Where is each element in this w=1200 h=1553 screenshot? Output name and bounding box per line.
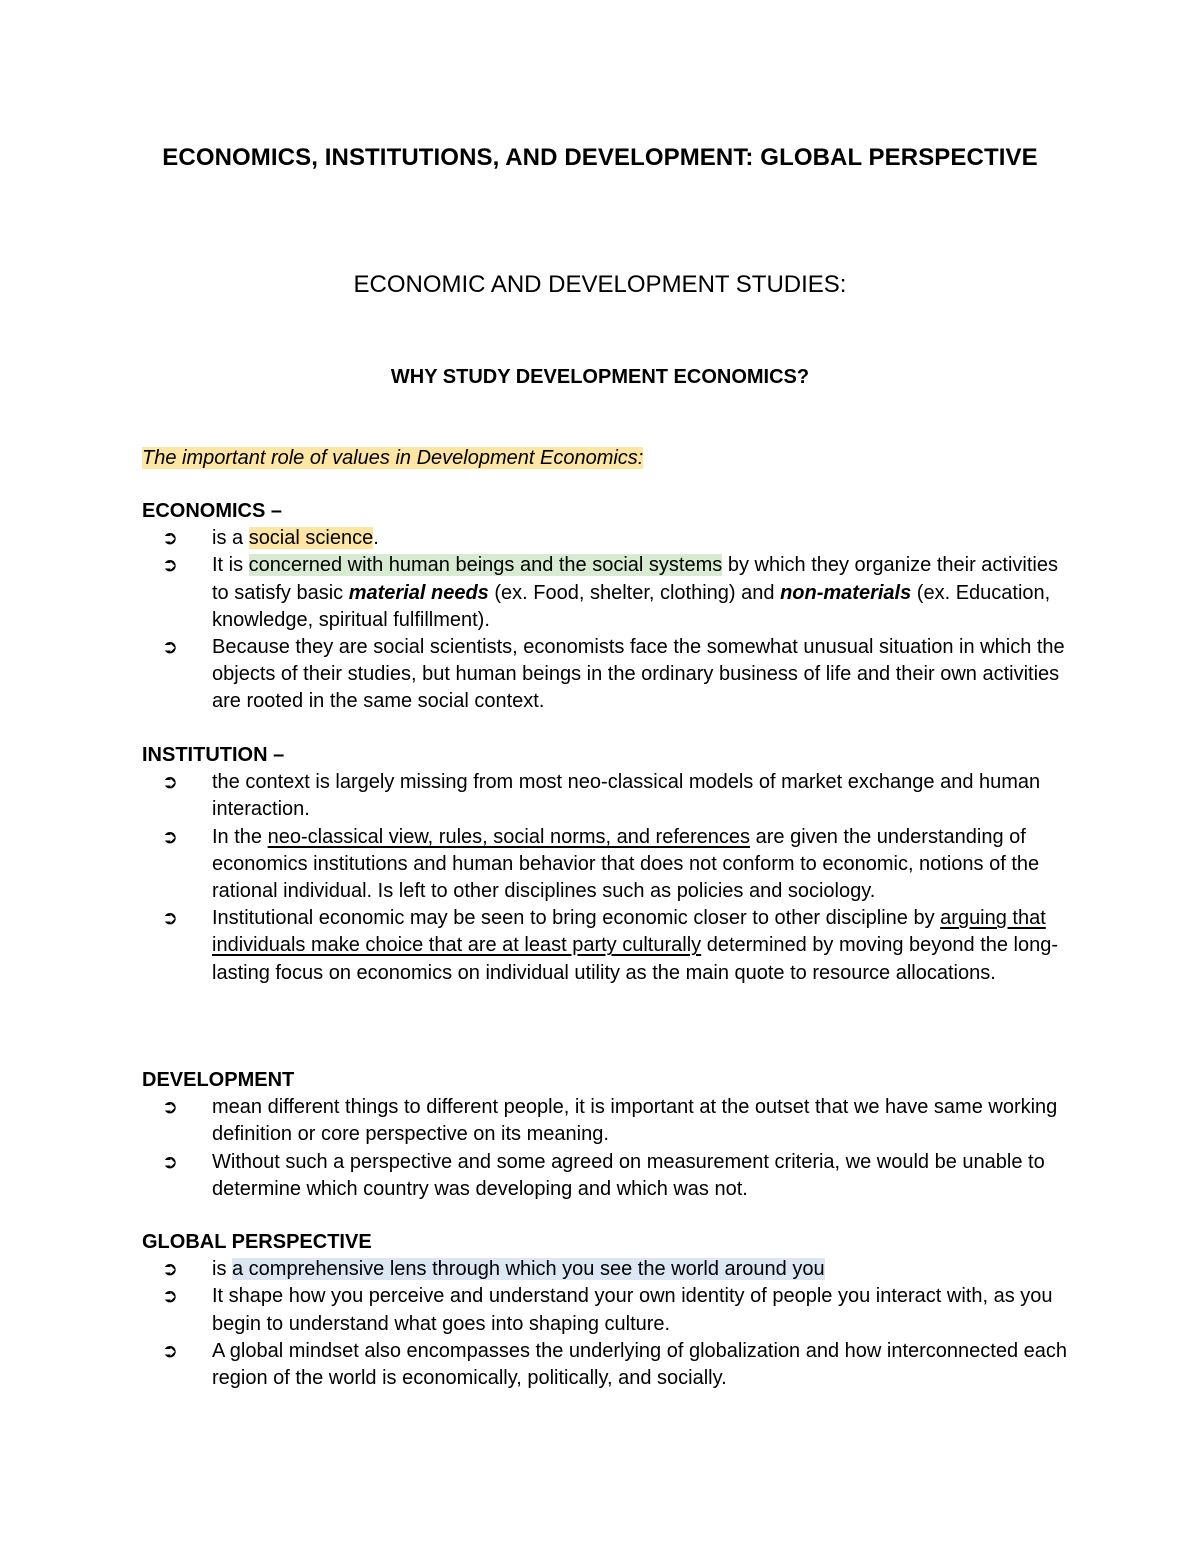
list-item: ➲ It shape how you perceive and understand your own identity of people you interact with, as you begin to understand what goes into shaping culture. <box>162 1285 1053 1335</box>
list-item: ➲ the context is largely missing from most neo-classical models of market exchange and human interaction. <box>162 771 1041 821</box>
institution-list <box>142 769 1072 987</box>
arrow-right-outline-bullet-icon: ➲ <box>162 1340 178 1362</box>
arrow-right-bullet-icon: ➲ <box>162 772 178 794</box>
list-item: ➲ is a social science. <box>142 525 1072 552</box>
arrow-right-bullet-icon: ➲ <box>162 555 178 577</box>
development-list <box>142 1094 1072 1203</box>
arrow-right-bullet-icon: ➲ <box>162 528 178 550</box>
document-subtitle: ECONOMIC AND DEVELOPMENT STUDIES: <box>353 271 847 298</box>
highlight-concerned: concerned with human beings and the social systems <box>248 554 723 577</box>
list-item: ➲ It is concerned with human beings and the social systems by which they organize their activities to satisfy basic material needs (ex. Food, shelter, clothing) and non-materials (ex. Education, knowledge, spiritual fulfillment). <box>162 554 1058 631</box>
document-title: ECONOMICS, INSTITUTIONS, AND DEVELOPMENT: GLOBAL PERSPECTIVE <box>162 144 1038 171</box>
emphasis-non-materials: non-materials <box>780 581 912 604</box>
global-perspective-heading: GLOBAL PERSPECTIVE <box>142 1231 372 1253</box>
highlight-comprehensive-lens: a comprehensive lens through which you see the world around you <box>232 1258 825 1281</box>
economics-heading: ECONOMICS – <box>142 500 283 522</box>
arrow-right-bullet-icon: ➲ <box>162 826 178 848</box>
development-heading: DEVELOPMENT <box>142 1069 295 1091</box>
list-item: ➲ Institutional economic may be seen to bring economic closer to other discipline by arguing that individuals make choice that are at least party culturally determined by moving beyond the long-lasting focus on economics on individual utility as the main quote to resource allocations. <box>162 907 1059 984</box>
section-question: WHY STUDY DEVELOPMENT ECONOMICS? <box>390 366 810 388</box>
arrow-right-outline-bullet-icon: ➲ <box>162 1151 178 1173</box>
underline-neo-classical: neo-classical view, rules, social norms, and references <box>267 825 751 848</box>
intro-text: The important role of values in Development Economics <box>142 447 638 469</box>
institution-section <box>142 742 1072 987</box>
list-item: ➲ mean different things to different people, it is important at the outset that we have same working definition or core perspective on its meaning. <box>162 1096 1058 1146</box>
intro-suffix: : <box>637 447 644 469</box>
arrow-right-outline-bullet-icon: ➲ <box>162 1097 178 1119</box>
list-item: ➲ A global mindset also encompasses the underlying of globalization and how interconnected each region of the world is economically, politically, and socially. <box>162 1339 1067 1390</box>
global-perspective-section <box>142 1229 1072 1392</box>
economics-list <box>142 525 1072 715</box>
highlight-social-science: social science <box>248 527 374 550</box>
institution-heading: INSTITUTION – <box>142 744 285 766</box>
list-item: ➲ Without such a perspective and some agreed on measurement criteria, we would be unable to determine which country was developing and which was not. <box>162 1150 1045 1200</box>
arrow-right-outline-bullet-icon: ➲ <box>162 1286 178 1308</box>
underline-arguing: arguing that individuals make choice that are at least party culturally <box>212 907 1046 957</box>
economics-section <box>142 498 1072 716</box>
arrow-right-bullet-icon: ➲ <box>162 908 178 930</box>
intro-line <box>142 445 643 472</box>
intro-highlight <box>142 447 643 469</box>
list-item: ➲ In the neo-classical view, rules, social norms, and references are given the understanding of economics institutions and human behavior that does not conform to economic, notions of the rational individual. Is left to other disciplines such as policies and sociology. <box>162 825 1040 903</box>
global-perspective-list <box>142 1256 1072 1392</box>
arrow-right-outline-bullet-icon: ➲ <box>162 1259 178 1281</box>
list-item: ➲ Because they are social scientists, economists face the somewhat unusual situation in which the objects of their studies, but human beings in the ordinary business of life and their own activities are rooted in the same social context. <box>162 636 1065 713</box>
list-item: ➲ is a comprehensive lens through which you see the world around you <box>142 1256 1072 1283</box>
development-section <box>142 1067 1072 1203</box>
emphasis-material-needs: material needs <box>348 581 489 604</box>
arrow-right-bullet-icon: ➲ <box>162 637 178 659</box>
